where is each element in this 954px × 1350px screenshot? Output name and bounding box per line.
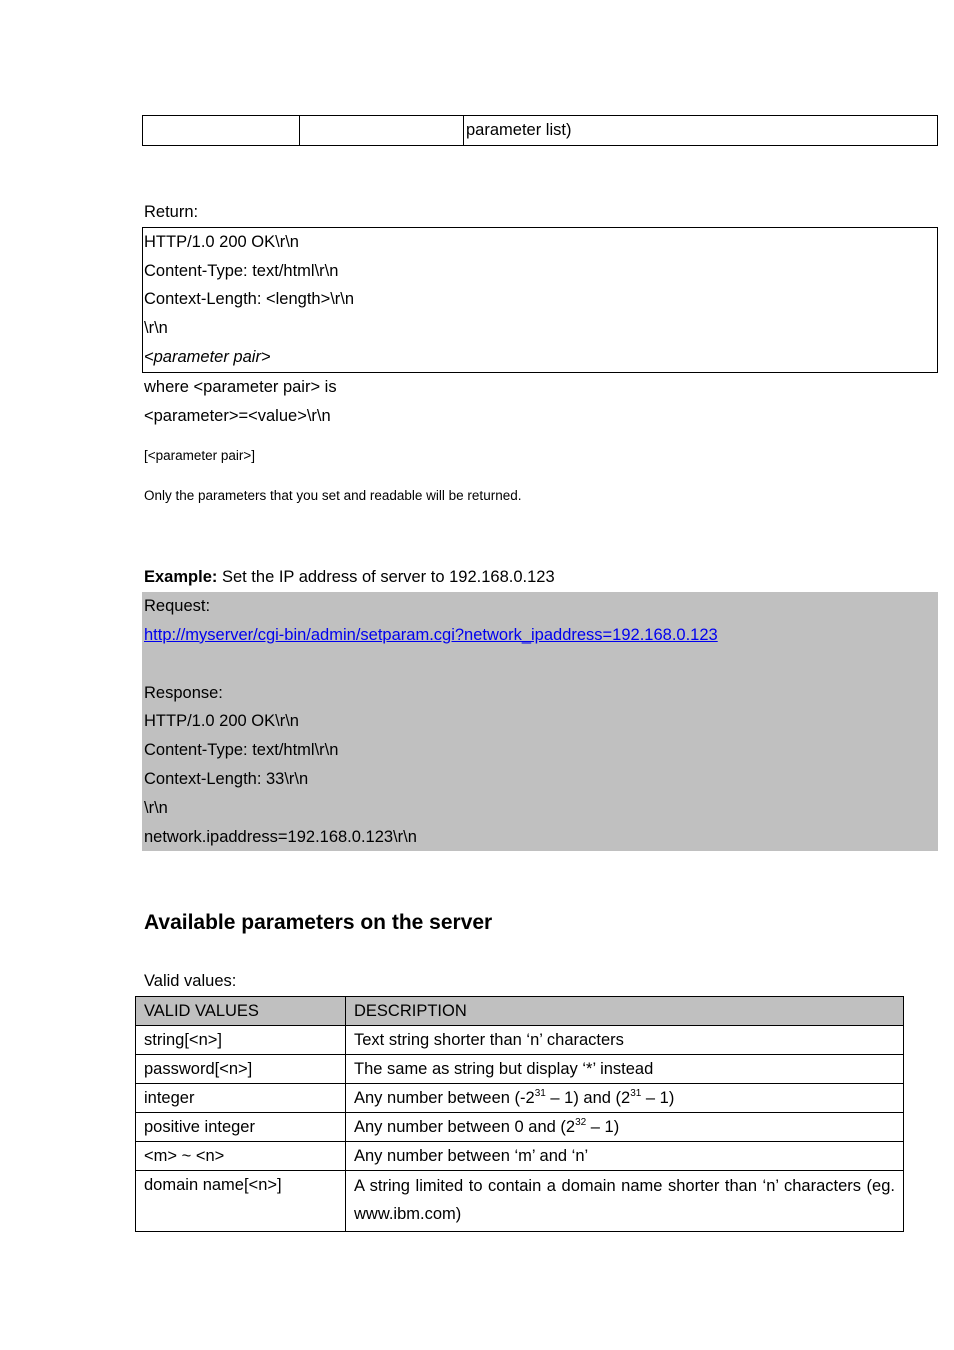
value-cell: integer — [136, 1084, 346, 1113]
exponent: 31 — [534, 1088, 546, 1099]
return-line: <parameter pair> — [144, 348, 271, 366]
value-cell: <m> ~ <n> — [136, 1142, 346, 1171]
table-row — [143, 116, 938, 146]
response-line: Context-Length: 33\r\n — [144, 770, 309, 788]
return-line: \r\n — [144, 319, 168, 337]
description-cell: The same as string but display ‘*’ instead — [346, 1055, 904, 1084]
valid-values-label: Valid values: — [144, 972, 237, 990]
table-row — [136, 1142, 904, 1171]
exponent: 32 — [575, 1117, 587, 1128]
example-title — [144, 567, 555, 587]
value-cell: positive integer — [136, 1113, 346, 1142]
response-line: network.ipaddress=192.168.0.123\r\n — [144, 828, 417, 846]
return-note: Only the parameters that you set and readable will be returned. — [144, 488, 522, 503]
table-row — [136, 1113, 904, 1142]
table-row — [136, 1171, 904, 1232]
desc-part: – 1) — [641, 1089, 675, 1107]
return-label: Return: — [144, 203, 199, 221]
return-line: Content-Type: text/html\r\n — [144, 262, 339, 280]
example-box — [142, 592, 938, 851]
table-cell — [300, 116, 464, 146]
response-label: Response: — [144, 684, 223, 702]
response-line: \r\n — [144, 799, 168, 817]
value-cell: password[<n>] — [136, 1055, 346, 1084]
description-cell: Any number between ‘m’ and ‘n’ — [346, 1142, 904, 1171]
param-line: <parameter>=<value>\r\n — [144, 407, 331, 425]
return-line: HTTP/1.0 200 OK\r\n — [144, 233, 299, 251]
continuation-table — [142, 115, 938, 146]
example-text: Set the IP address of server to 192.168.0.123 — [217, 568, 555, 586]
desc-part: Any number between 0 and (2 — [354, 1118, 576, 1136]
where-line: where <parameter pair> is — [144, 378, 337, 396]
valid-values-table — [135, 996, 904, 1232]
desc-part: – 1) — [586, 1118, 620, 1136]
response-line: HTTP/1.0 200 OK\r\n — [144, 712, 299, 730]
value-cell: string[<n>] — [136, 1026, 346, 1055]
section-heading: Available parameters on the server — [144, 911, 493, 934]
desc-part: – 1) and (2 — [545, 1089, 631, 1107]
table-row — [136, 1026, 904, 1055]
column-header: VALID VALUES — [136, 997, 346, 1026]
request-link[interactable]: http://myserver/cgi-bin/admin/setparam.cgi?network_ipaddress=192.168.0.123 — [144, 626, 718, 644]
exponent: 31 — [630, 1088, 642, 1099]
response-line: Content-Type: text/html\r\n — [144, 741, 339, 759]
desc-part: Any number between (-2 — [354, 1089, 535, 1107]
example-label: Example: — [144, 568, 218, 586]
table-header-row — [136, 997, 904, 1026]
request-label: Request: — [144, 597, 211, 615]
table-cell: parameter list) — [464, 116, 938, 146]
description-cell — [346, 1084, 904, 1113]
pair-line: [<parameter pair>] — [144, 448, 256, 463]
return-line: Context-Length: <length>\r\n — [144, 290, 355, 308]
value-cell: domain name[<n>] — [136, 1171, 346, 1232]
description-cell: Text string shorter than ‘n’ characters — [346, 1026, 904, 1055]
description-cell — [346, 1113, 904, 1142]
table-cell — [143, 116, 300, 146]
table-row — [136, 1055, 904, 1084]
description-cell: A string limited to contain a domain name shorter than ‘n’ characters (eg. www.ibm.com) — [346, 1171, 904, 1232]
return-box — [142, 227, 938, 373]
table-row — [136, 1084, 904, 1113]
column-header: DESCRIPTION — [346, 997, 904, 1026]
